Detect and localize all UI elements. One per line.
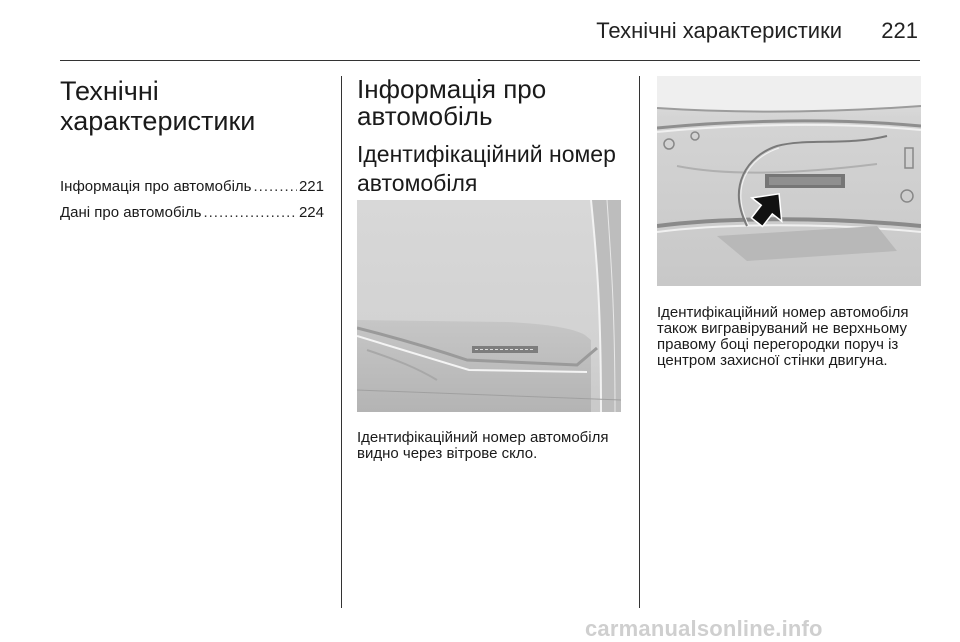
column-divider-right [639,76,640,608]
section-title: Інформація про автомобіль [357,74,547,131]
subsection-title: Ідентифікаційний номер автомобіля [357,141,616,196]
engine-bay-vin-illustration [657,76,921,286]
figure-caption-engine-bay: Ідентифікаційний номер автомобіля також вигравіруваний не верхньому правому боці перегородки поруч із центром захисної стінки двигуна. [657,304,909,369]
page-number: 221 [881,18,918,43]
toc-entry-label: Дані про автомобіль [60,204,202,221]
toc-leader-dots [254,178,297,195]
table-of-contents [60,178,324,230]
column-divider-left [341,76,342,608]
figure-caption-windshield: Ідентифікаційний номер автомобіля видно через вітрове скло. [357,429,609,462]
toc-entry[interactable] [60,178,324,204]
windshield-vin-illustration [357,200,621,412]
watermark: carmanualsonline.info [585,616,823,641]
toc-entry[interactable] [60,204,324,230]
toc-entry-page: 224 [298,204,324,221]
running-header-title: Технічні характеристики [596,18,842,43]
toc-leader-dots [203,204,297,221]
toc-entry-page: 221 [298,178,324,195]
header-divider [60,60,920,61]
chapter-title: Технічні характеристики [60,76,256,136]
toc-entry-label: Інформація про автомобіль [60,178,252,195]
